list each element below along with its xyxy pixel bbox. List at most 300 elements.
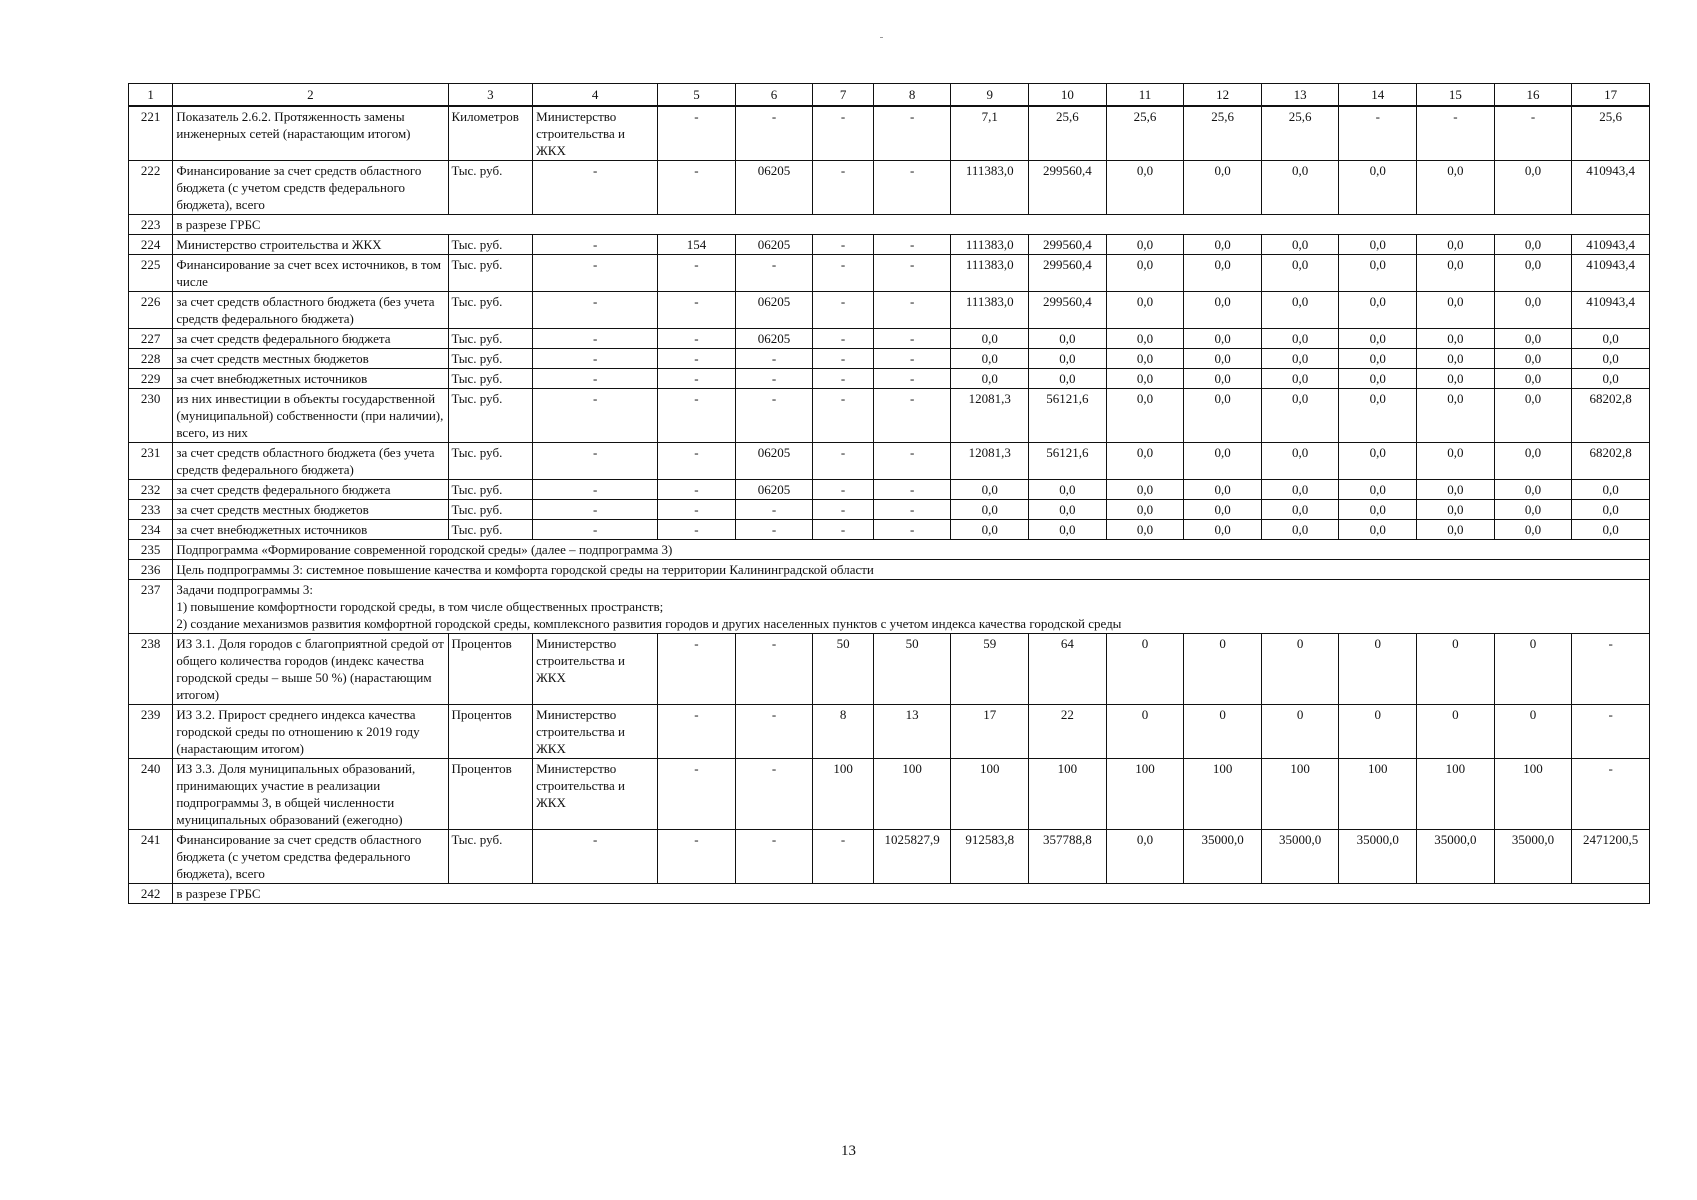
value-cell: 0,0	[1417, 329, 1495, 349]
code-cell: 06205	[735, 235, 813, 255]
column-header: 11	[1106, 84, 1184, 107]
code-cell: -	[735, 634, 813, 705]
value-cell: 0,0	[1029, 329, 1107, 349]
value-cell: 299560,4	[1029, 161, 1107, 215]
code-cell: -	[735, 255, 813, 292]
value-cell: 0,0	[1339, 161, 1417, 215]
column-header: 10	[1029, 84, 1107, 107]
value-cell: 0,0	[1417, 500, 1495, 520]
value-cell: 0,0	[1106, 292, 1184, 329]
row-name: за счет средств местных бюджетов	[173, 349, 448, 369]
row-number: 233	[129, 500, 173, 520]
value-cell: 0,0	[1029, 480, 1107, 500]
value-cell: 0,0	[951, 329, 1029, 349]
row-number: 221	[129, 106, 173, 161]
table-row	[129, 389, 1650, 443]
value-cell: -	[873, 480, 951, 500]
unit-cell: Тыс. руб.	[448, 349, 533, 369]
value-cell: 357788,8	[1029, 830, 1107, 884]
value-cell: 35000,0	[1261, 830, 1339, 884]
code-cell: -	[735, 389, 813, 443]
responsible-cell: -	[533, 161, 658, 215]
value-cell: 25,6	[1029, 106, 1107, 161]
row-number: 239	[129, 705, 173, 759]
value-cell: 0,0	[951, 520, 1029, 540]
value-cell: 0,0	[1106, 349, 1184, 369]
row-name: за счет средств федерального бюджета	[173, 329, 448, 349]
value-cell: 100	[1261, 759, 1339, 830]
code-cell: -	[813, 255, 873, 292]
value-cell: 111383,0	[951, 235, 1029, 255]
table-body	[129, 106, 1650, 904]
table-row	[129, 480, 1650, 500]
value-cell: -	[1572, 634, 1650, 705]
value-cell: 0,0	[1261, 389, 1339, 443]
value-cell: 0,0	[1339, 520, 1417, 540]
value-cell: 35000,0	[1494, 830, 1572, 884]
value-cell: 0,0	[1184, 255, 1262, 292]
responsible-cell: -	[533, 389, 658, 443]
value-cell: 0,0	[1572, 349, 1650, 369]
value-cell: 0,0	[951, 349, 1029, 369]
value-cell: 0,0	[1261, 349, 1339, 369]
value-cell: 0	[1261, 705, 1339, 759]
code-cell: -	[658, 369, 736, 389]
value-cell: 0	[1261, 634, 1339, 705]
value-cell: 0,0	[1184, 480, 1262, 500]
unit-cell: Тыс. руб.	[448, 329, 533, 349]
value-cell: 0	[1339, 634, 1417, 705]
value-cell: 0,0	[1339, 349, 1417, 369]
column-header: 13	[1261, 84, 1339, 107]
value-cell: 0,0	[1339, 480, 1417, 500]
value-cell: 17	[951, 705, 1029, 759]
scan-speck	[880, 37, 883, 38]
value-cell: 0	[1339, 705, 1417, 759]
value-cell: 64	[1029, 634, 1107, 705]
code-cell: 06205	[735, 480, 813, 500]
row-name: ИЗ 3.1. Доля городов с благоприятной средой от общего количества городов (индекс качества городской среды – выше 50 %) (нарастающим итогом)	[173, 634, 448, 705]
responsible-cell: Министерство строительства и ЖКХ	[533, 106, 658, 161]
row-name: Финансирование за счет всех источников, в том числе	[173, 255, 448, 292]
value-cell: 0,0	[1106, 500, 1184, 520]
unit-cell: Тыс. руб.	[448, 500, 533, 520]
row-name: за счет внебюджетных источников	[173, 520, 448, 540]
responsible-cell: -	[533, 369, 658, 389]
value-cell: 0,0	[1494, 349, 1572, 369]
value-cell: 68202,8	[1572, 389, 1650, 443]
value-cell: 0,0	[1261, 235, 1339, 255]
value-cell: -	[1572, 759, 1650, 830]
unit-cell: Тыс. руб.	[448, 292, 533, 329]
value-cell: 100	[1029, 759, 1107, 830]
value-cell: 0,0	[1417, 480, 1495, 500]
value-cell: 299560,4	[1029, 235, 1107, 255]
row-number: 227	[129, 329, 173, 349]
table-row	[129, 369, 1650, 389]
code-cell: -	[735, 520, 813, 540]
table-row	[129, 759, 1650, 830]
value-cell: 0,0	[1572, 329, 1650, 349]
table-row	[129, 830, 1650, 884]
value-cell: 111383,0	[951, 161, 1029, 215]
column-header: 15	[1417, 84, 1495, 107]
row-number: 226	[129, 292, 173, 329]
responsible-cell: -	[533, 500, 658, 520]
value-cell: 0,0	[1417, 443, 1495, 480]
row-number: 238	[129, 634, 173, 705]
table-row	[129, 884, 1650, 904]
table-row	[129, 560, 1650, 580]
row-number: 234	[129, 520, 173, 540]
value-cell: 0,0	[1339, 443, 1417, 480]
value-cell: 0,0	[1417, 520, 1495, 540]
value-cell: 0,0	[951, 480, 1029, 500]
value-cell: 0,0	[1339, 500, 1417, 520]
responsible-cell: Министерство строительства и ЖКХ	[533, 759, 658, 830]
value-cell: 0,0	[1572, 500, 1650, 520]
table-row	[129, 540, 1650, 560]
unit-cell: Тыс. руб.	[448, 235, 533, 255]
section-heading: в разрезе ГРБС	[173, 884, 1650, 904]
value-cell: 0,0	[1261, 292, 1339, 329]
value-cell: 0,0	[1029, 520, 1107, 540]
code-cell: 06205	[735, 443, 813, 480]
value-cell: 0,0	[1184, 235, 1262, 255]
unit-cell: Тыс. руб.	[448, 443, 533, 480]
value-cell: 0,0	[1029, 500, 1107, 520]
value-cell: -	[873, 106, 951, 161]
table-row	[129, 705, 1650, 759]
row-number: 241	[129, 830, 173, 884]
code-cell: -	[658, 389, 736, 443]
responsible-cell: -	[533, 292, 658, 329]
row-number: 224	[129, 235, 173, 255]
row-number: 235	[129, 540, 173, 560]
value-cell: 100	[951, 759, 1029, 830]
value-cell: -	[1339, 106, 1417, 161]
unit-cell: Километров	[448, 106, 533, 161]
responsible-cell: -	[533, 480, 658, 500]
code-cell: -	[658, 106, 736, 161]
code-cell: -	[658, 480, 736, 500]
value-cell: -	[873, 292, 951, 329]
value-cell: 0,0	[1494, 480, 1572, 500]
table-row	[129, 292, 1650, 329]
value-cell: -	[1417, 106, 1495, 161]
table-row	[129, 500, 1650, 520]
header-row	[129, 84, 1650, 107]
code-cell: -	[658, 500, 736, 520]
row-number: 240	[129, 759, 173, 830]
value-cell: -	[1494, 106, 1572, 161]
value-cell: 0,0	[1494, 329, 1572, 349]
unit-cell: Процентов	[448, 759, 533, 830]
value-cell: 0,0	[1417, 389, 1495, 443]
table-row	[129, 106, 1650, 161]
responsible-cell: -	[533, 349, 658, 369]
row-number: 229	[129, 369, 173, 389]
column-header: 1	[129, 84, 173, 107]
budget-table	[128, 83, 1650, 904]
value-cell: 0,0	[1339, 329, 1417, 349]
code-cell: -	[813, 106, 873, 161]
unit-cell: Процентов	[448, 705, 533, 759]
value-cell: 25,6	[1572, 106, 1650, 161]
code-cell: -	[813, 520, 873, 540]
value-cell: 0,0	[1261, 369, 1339, 389]
table-row	[129, 255, 1650, 292]
value-cell: 50	[873, 634, 951, 705]
value-cell: 35000,0	[1417, 830, 1495, 884]
page-number: 13	[841, 1143, 856, 1159]
row-number: 225	[129, 255, 173, 292]
table-row	[129, 161, 1650, 215]
value-cell: 25,6	[1184, 106, 1262, 161]
value-cell: 0,0	[1261, 329, 1339, 349]
code-cell: 06205	[735, 292, 813, 329]
unit-cell: Тыс. руб.	[448, 480, 533, 500]
value-cell: 0,0	[1261, 520, 1339, 540]
value-cell: 22	[1029, 705, 1107, 759]
value-cell: 0,0	[1494, 255, 1572, 292]
unit-cell: Тыс. руб.	[448, 255, 533, 292]
unit-cell: Тыс. руб.	[448, 389, 533, 443]
value-cell: -	[873, 520, 951, 540]
column-header: 16	[1494, 84, 1572, 107]
responsible-cell: -	[533, 830, 658, 884]
value-cell: 0,0	[1494, 520, 1572, 540]
value-cell: 2471200,5	[1572, 830, 1650, 884]
value-cell: 0,0	[1261, 500, 1339, 520]
row-name: за счет средств федерального бюджета	[173, 480, 448, 500]
code-cell: -	[813, 480, 873, 500]
column-header: 2	[173, 84, 448, 107]
value-cell: 0,0	[1184, 520, 1262, 540]
value-cell: 0,0	[1339, 389, 1417, 443]
code-cell: -	[735, 830, 813, 884]
value-cell: 100	[873, 759, 951, 830]
code-cell: -	[813, 500, 873, 520]
column-header: 3	[448, 84, 533, 107]
value-cell: 13	[873, 705, 951, 759]
value-cell: 0,0	[1572, 480, 1650, 500]
code-cell: -	[658, 349, 736, 369]
value-cell: -	[873, 235, 951, 255]
value-cell: 0,0	[1339, 369, 1417, 389]
value-cell: 111383,0	[951, 292, 1029, 329]
value-cell: 0,0	[1106, 443, 1184, 480]
responsible-cell: Министерство строительства и ЖКХ	[533, 634, 658, 705]
value-cell: 0	[1106, 705, 1184, 759]
value-cell: 0,0	[1417, 369, 1495, 389]
value-cell: 299560,4	[1029, 292, 1107, 329]
code-cell: -	[658, 634, 736, 705]
value-cell: 0,0	[1417, 235, 1495, 255]
value-cell: 0,0	[1184, 500, 1262, 520]
value-cell: 35000,0	[1184, 830, 1262, 884]
value-cell: 0,0	[1184, 369, 1262, 389]
code-cell: -	[658, 705, 736, 759]
table-row	[129, 215, 1650, 235]
code-cell: 154	[658, 235, 736, 255]
value-cell: 0,0	[1029, 369, 1107, 389]
code-cell: 06205	[735, 329, 813, 349]
section-heading: в разрезе ГРБС	[173, 215, 1650, 235]
row-name: ИЗ 3.3. Доля муниципальных образований, принимающих участие в реализации подпрограммы 3, в общей численности муниципальных образований (ежегодно)	[173, 759, 448, 830]
column-header: 17	[1572, 84, 1650, 107]
code-cell: -	[813, 349, 873, 369]
value-cell: -	[873, 443, 951, 480]
unit-cell: Тыс. руб.	[448, 520, 533, 540]
code-cell: -	[658, 443, 736, 480]
budget-table-sheet	[128, 83, 1650, 904]
value-cell: 0,0	[1184, 349, 1262, 369]
row-name: Финансирование за счет средств областного бюджета (с учетом средств федерального бюджета), всего	[173, 161, 448, 215]
value-cell: -	[873, 329, 951, 349]
value-cell: 0,0	[1261, 443, 1339, 480]
value-cell: 100	[1184, 759, 1262, 830]
row-name: за счет внебюджетных источников	[173, 369, 448, 389]
value-cell: 0,0	[951, 369, 1029, 389]
row-number: 237	[129, 580, 173, 634]
code-cell: 06205	[735, 161, 813, 215]
row-number: 228	[129, 349, 173, 369]
row-name: за счет средств областного бюджета (без учета средств федерального бюджета)	[173, 292, 448, 329]
value-cell: 0,0	[1106, 389, 1184, 443]
row-name: Финансирование за счет средств областного бюджета (с учетом средства федерального бюджета), всего	[173, 830, 448, 884]
value-cell: 111383,0	[951, 255, 1029, 292]
value-cell: 410943,4	[1572, 255, 1650, 292]
value-cell: 0,0	[1106, 830, 1184, 884]
section-heading: Задачи подпрограммы 3: 1) повышение комфортности городской среды, в том числе общественных пространств; 2) создание механизмов развития комфортной городской среды, комплексного развития городов и других населенных пунктов с учетом индекса качества городской среды	[173, 580, 1650, 634]
value-cell: 0,0	[1184, 292, 1262, 329]
column-header: 14	[1339, 84, 1417, 107]
value-cell: 0,0	[1106, 329, 1184, 349]
value-cell: 0,0	[1106, 480, 1184, 500]
unit-cell: Тыс. руб.	[448, 369, 533, 389]
code-cell: 8	[813, 705, 873, 759]
value-cell: 25,6	[1261, 106, 1339, 161]
value-cell: 100	[1339, 759, 1417, 830]
row-number: 236	[129, 560, 173, 580]
code-cell: -	[813, 329, 873, 349]
value-cell: 12081,3	[951, 443, 1029, 480]
value-cell: 35000,0	[1339, 830, 1417, 884]
column-header: 9	[951, 84, 1029, 107]
code-cell: -	[735, 705, 813, 759]
value-cell: 0	[1184, 705, 1262, 759]
section-heading: Цель подпрограммы 3: системное повышение качества и комфорта городской среды на территории Калининградской области	[173, 560, 1650, 580]
value-cell: -	[873, 161, 951, 215]
table-row	[129, 329, 1650, 349]
code-cell: -	[813, 161, 873, 215]
value-cell: -	[1572, 705, 1650, 759]
value-cell: 0,0	[1494, 443, 1572, 480]
row-name: Министерство строительства и ЖКХ	[173, 235, 448, 255]
code-cell: -	[735, 369, 813, 389]
row-number: 231	[129, 443, 173, 480]
row-number: 230	[129, 389, 173, 443]
table-row	[129, 634, 1650, 705]
code-cell: -	[658, 520, 736, 540]
value-cell: 410943,4	[1572, 235, 1650, 255]
value-cell: 25,6	[1106, 106, 1184, 161]
code-cell: -	[735, 349, 813, 369]
value-cell: 0,0	[1184, 161, 1262, 215]
value-cell: 0,0	[1261, 161, 1339, 215]
value-cell: 0,0	[1106, 520, 1184, 540]
value-cell: 0,0	[1417, 349, 1495, 369]
responsible-cell: -	[533, 520, 658, 540]
value-cell: 0,0	[1261, 480, 1339, 500]
value-cell: 299560,4	[1029, 255, 1107, 292]
value-cell: -	[873, 349, 951, 369]
value-cell: 7,1	[951, 106, 1029, 161]
value-cell: 410943,4	[1572, 292, 1650, 329]
value-cell: 100	[1494, 759, 1572, 830]
code-cell: -	[658, 759, 736, 830]
row-name: за счет средств местных бюджетов	[173, 500, 448, 520]
value-cell: 0,0	[1339, 292, 1417, 329]
value-cell: 0,0	[1339, 255, 1417, 292]
responsible-cell: -	[533, 329, 658, 349]
value-cell: 0,0	[1417, 255, 1495, 292]
value-cell: 0,0	[1494, 369, 1572, 389]
value-cell: 0,0	[1494, 235, 1572, 255]
value-cell: 0,0	[1494, 292, 1572, 329]
code-cell: 50	[813, 634, 873, 705]
value-cell: 100	[1417, 759, 1495, 830]
value-cell: 410943,4	[1572, 161, 1650, 215]
value-cell: 0	[1494, 634, 1572, 705]
code-cell: -	[813, 443, 873, 480]
unit-cell: Процентов	[448, 634, 533, 705]
row-number: 232	[129, 480, 173, 500]
value-cell: 0,0	[1106, 255, 1184, 292]
value-cell: 0,0	[1184, 329, 1262, 349]
column-header: 8	[873, 84, 951, 107]
code-cell: -	[735, 759, 813, 830]
value-cell: 0,0	[1417, 292, 1495, 329]
responsible-cell: Министерство строительства и ЖКХ	[533, 705, 658, 759]
column-header: 7	[813, 84, 873, 107]
code-cell: -	[813, 235, 873, 255]
code-cell: -	[658, 161, 736, 215]
column-header: 4	[533, 84, 658, 107]
value-cell: 0,0	[1494, 161, 1572, 215]
value-cell: 0,0	[1106, 369, 1184, 389]
row-name: Показатель 2.6.2. Протяженность замены инженерных сетей (нарастающим итогом)	[173, 106, 448, 161]
value-cell: -	[873, 255, 951, 292]
responsible-cell: -	[533, 443, 658, 480]
table-row	[129, 580, 1650, 634]
table-row	[129, 235, 1650, 255]
row-number: 222	[129, 161, 173, 215]
code-cell: -	[658, 830, 736, 884]
value-cell: -	[873, 389, 951, 443]
row-number: 242	[129, 884, 173, 904]
value-cell: 0,0	[1494, 389, 1572, 443]
value-cell: -	[873, 369, 951, 389]
value-cell: 68202,8	[1572, 443, 1650, 480]
responsible-cell: -	[533, 255, 658, 292]
value-cell: 0,0	[1572, 520, 1650, 540]
table-row	[129, 349, 1650, 369]
value-cell: 59	[951, 634, 1029, 705]
code-cell: -	[813, 369, 873, 389]
value-cell: 0	[1494, 705, 1572, 759]
